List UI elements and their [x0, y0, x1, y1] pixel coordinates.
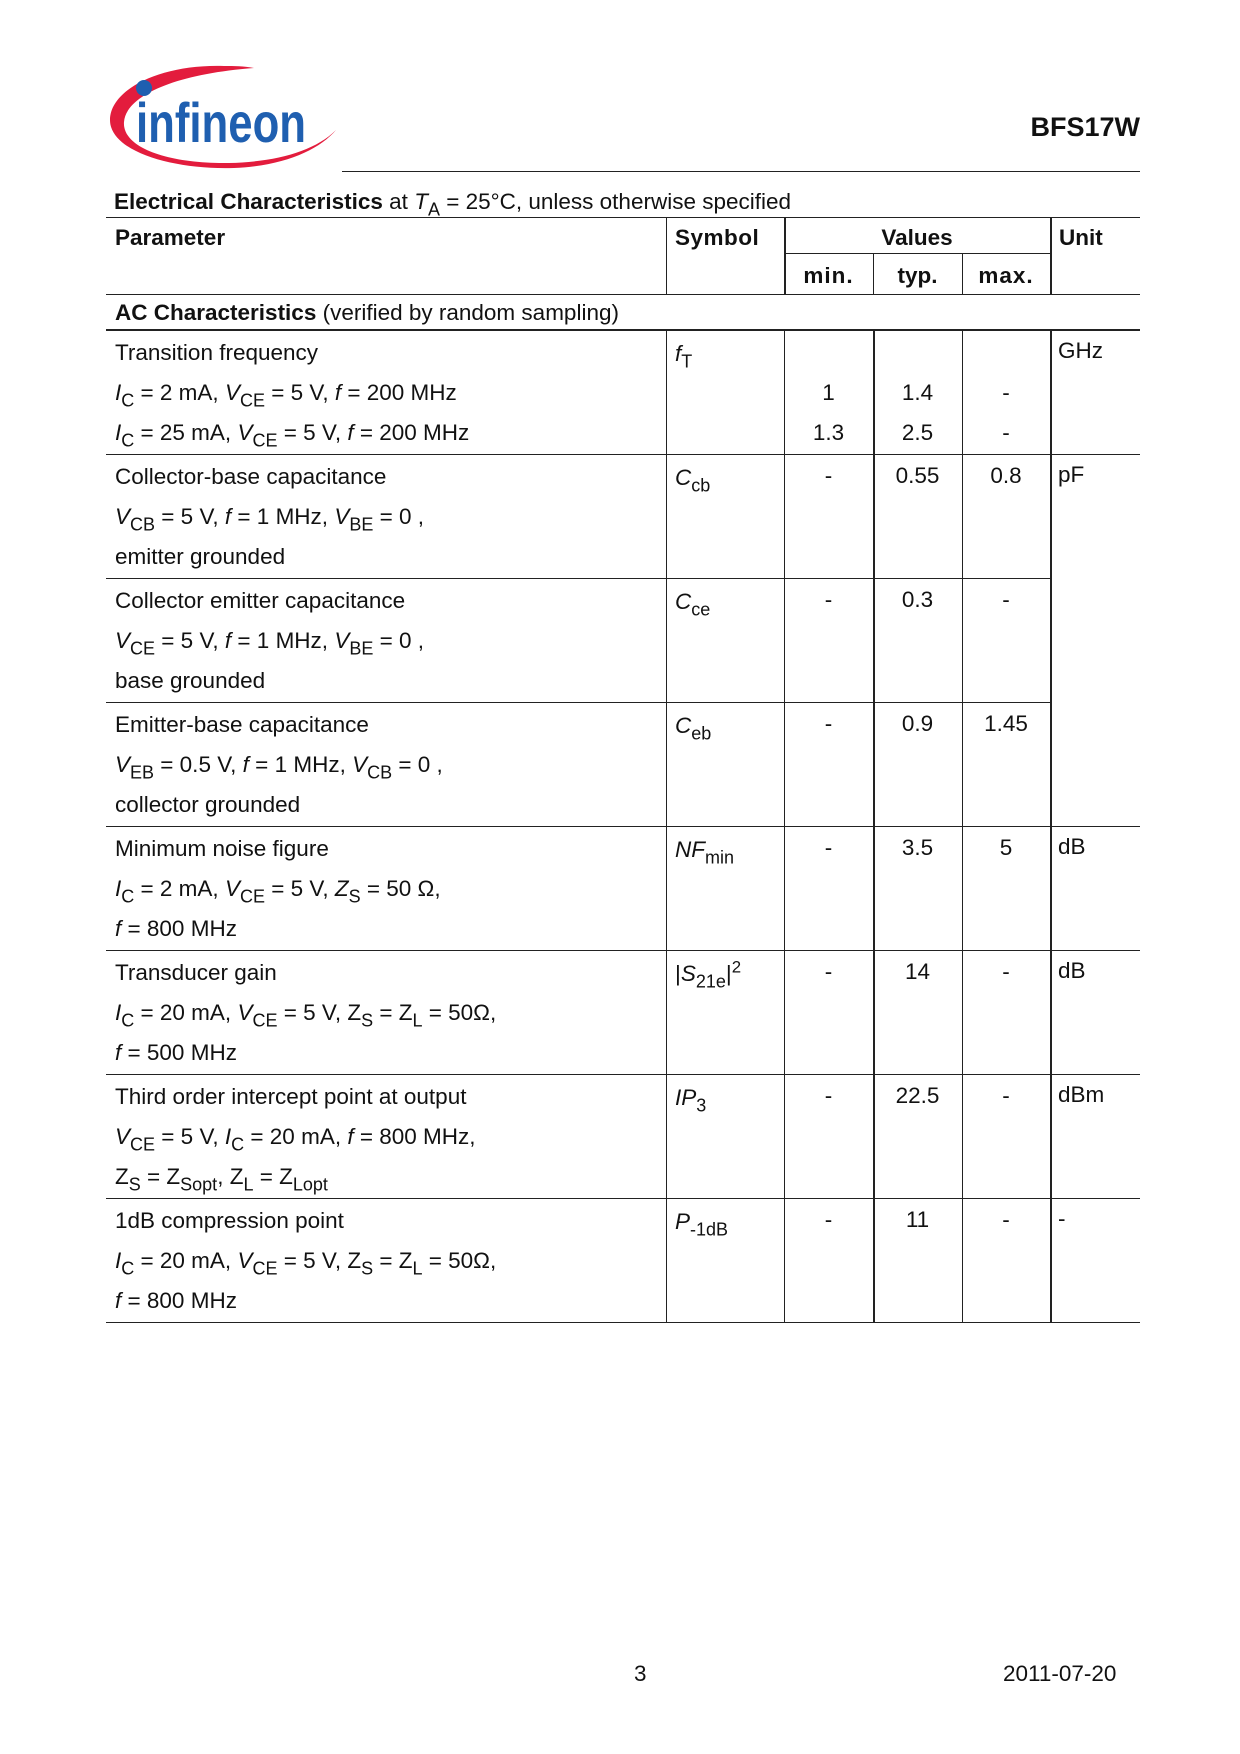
param-name: Transducer gain	[115, 960, 277, 985]
header-max: max.	[978, 263, 1034, 288]
section-title-var: T	[414, 189, 428, 214]
typ-value: 3.5	[901, 835, 934, 860]
param-condition: base grounded	[115, 668, 266, 693]
param-condition: $V_{CB} = 5$ V, f = 1 MHz, $V_{BE} = 0$ ,	[115, 504, 425, 535]
param-condition: f = 800 MHz	[115, 1288, 237, 1313]
param-name: Emitter-base capacitance	[115, 712, 369, 737]
section-title-rest: = 25°C, unless otherwise specified	[439, 189, 792, 214]
section-title-sub: A	[427, 199, 440, 220]
param-condition: collector grounded	[115, 792, 301, 817]
symbol: $C_{ce}$	[675, 589, 711, 620]
table-row	[106, 1074, 1140, 1198]
typ-value: 22.5	[895, 1083, 940, 1108]
group-note: (verified by random sampling)	[316, 300, 619, 325]
min-value: -	[824, 1083, 833, 1108]
max-value: -	[1002, 587, 1010, 612]
typ-value: 2.5	[901, 420, 934, 445]
page-number: 3	[634, 1661, 647, 1686]
param-name: Transition frequency	[115, 340, 319, 365]
table-top-rule	[106, 217, 1140, 218]
param-condition: $V_{CE} = 5$ V, f = 1 MHz, $V_{BE} = 0$ ,	[115, 628, 425, 659]
typ-value: 0.55	[895, 463, 940, 488]
header-rule	[342, 171, 1140, 172]
col-rule	[666, 217, 667, 294]
min-value: 1	[822, 380, 835, 405]
symbol-cell	[666, 330, 784, 454]
max-value: -	[1002, 380, 1010, 405]
max-value: -	[1002, 1207, 1010, 1232]
param-condition: f = 800 MHz	[115, 916, 237, 941]
header-symbol: Symbol	[675, 225, 760, 250]
table-bottom-rule	[106, 1322, 1140, 1323]
max-value: 5	[999, 835, 1013, 860]
param-condition: $I_C = 20$ mA, $V_{CE} = 5$ V, $Z_S = Z_L = 50\Omega$,	[115, 1248, 497, 1279]
table-row	[106, 950, 1140, 1074]
symbol: $NF_{min}$	[675, 837, 735, 868]
param-condition: $Z_S = Z_{Sopt}$, $Z_L = Z_{Lopt}$	[115, 1164, 328, 1195]
param-name: Collector-base capacitance	[115, 464, 387, 489]
min-value: -	[824, 711, 833, 736]
infineon-logo	[104, 60, 344, 174]
max-value: -	[1002, 959, 1010, 984]
table-row	[106, 330, 1140, 454]
typ-value: 0.3	[901, 587, 934, 612]
symbol: $C_{cb}$	[675, 465, 711, 496]
param-condition: emitter grounded	[115, 544, 286, 569]
header-unit: Unit	[1059, 225, 1103, 250]
max-value: 1.45	[984, 711, 1028, 736]
table-row	[106, 578, 1140, 702]
param-condition: f = 500 MHz	[115, 1040, 237, 1065]
table-row	[106, 1198, 1140, 1322]
param-name: Collector emitter capacitance	[115, 588, 406, 613]
param-condition: $I_C = 25$ mA, $V_{CE} = 5$ V, f = 200 MHz	[115, 420, 470, 451]
symbol: $f_T$	[675, 341, 693, 372]
unit: -	[1058, 1206, 1066, 1231]
param-name: Minimum noise figure	[115, 836, 329, 861]
max-value: -	[1002, 420, 1010, 445]
min-value: -	[824, 463, 833, 488]
col-rule	[1050, 217, 1052, 294]
min-value: 1.3	[812, 420, 845, 445]
group-title: AC Characteristics	[115, 300, 317, 325]
unit: pF	[1058, 462, 1085, 487]
typ-value: 14	[904, 959, 931, 984]
max-value: 0.8	[990, 463, 1022, 488]
infineon-logo-icon	[104, 60, 344, 174]
param-condition: $V_{EB} = 0.5$ V, f = 1 MHz, $V_{CB} = 0$ ,	[115, 752, 443, 783]
unit: dB	[1058, 834, 1086, 859]
param-name: Third order intercept point at output	[115, 1084, 467, 1109]
values-subheader-rule	[784, 253, 1050, 254]
header-bottom-rule	[106, 294, 1140, 295]
max-value: -	[1002, 1083, 1010, 1108]
typ-value: 11	[905, 1207, 930, 1232]
header-parameter: Parameter	[115, 225, 226, 250]
header-typ: typ.	[897, 263, 938, 288]
min-value: -	[824, 959, 833, 984]
min-value: -	[824, 1207, 833, 1232]
param-condition: $I_C = 20$ mA, $V_{CE} = 5$ V, $Z_S = Z_L = 50\Omega$,	[115, 1000, 497, 1031]
symbol: $P_{-1dB}$	[675, 1209, 729, 1240]
table-row	[106, 826, 1140, 950]
unit: dBm	[1058, 1082, 1105, 1107]
unit: dB	[1058, 958, 1086, 983]
part-number: BFS17W	[1030, 112, 1140, 142]
typ-value: 0.9	[901, 711, 934, 736]
min-value: -	[824, 835, 833, 860]
param-condition: $V_{CE} = 5$ V, $I_C = 20$ mA, f = 800 MHz,	[115, 1124, 476, 1155]
section-title-at: at	[382, 189, 415, 214]
header-values: Values	[881, 225, 953, 250]
param-condition: $I_C = 2$ mA, $V_{CE} = 5$ V, $Z_S = 50$ Ω,	[115, 876, 441, 907]
header-min: min.	[803, 263, 854, 288]
param-condition: $I_C = 2$ mA, $V_{CE} = 5$ V, f = 200 MHz	[115, 380, 457, 411]
min-value: -	[824, 587, 833, 612]
symbol: $C_{eb}$	[675, 713, 712, 744]
table-row	[106, 702, 1140, 826]
unit: GHz	[1058, 338, 1103, 363]
group-ac-characteristics	[115, 302, 619, 325]
symbol: $|S_{21e}|^2$	[675, 957, 742, 992]
typ-value: 1.4	[901, 380, 934, 405]
symbol: $IP_3$	[675, 1085, 707, 1116]
table-row	[106, 454, 1140, 578]
section-title	[114, 189, 792, 220]
param-name: 1dB compression point	[115, 1208, 344, 1233]
document-date: 2011-07-20	[1003, 1661, 1117, 1686]
svg-text:infineon: infineon	[136, 91, 306, 154]
section-title-bold: Electrical Characteristics	[114, 189, 383, 214]
